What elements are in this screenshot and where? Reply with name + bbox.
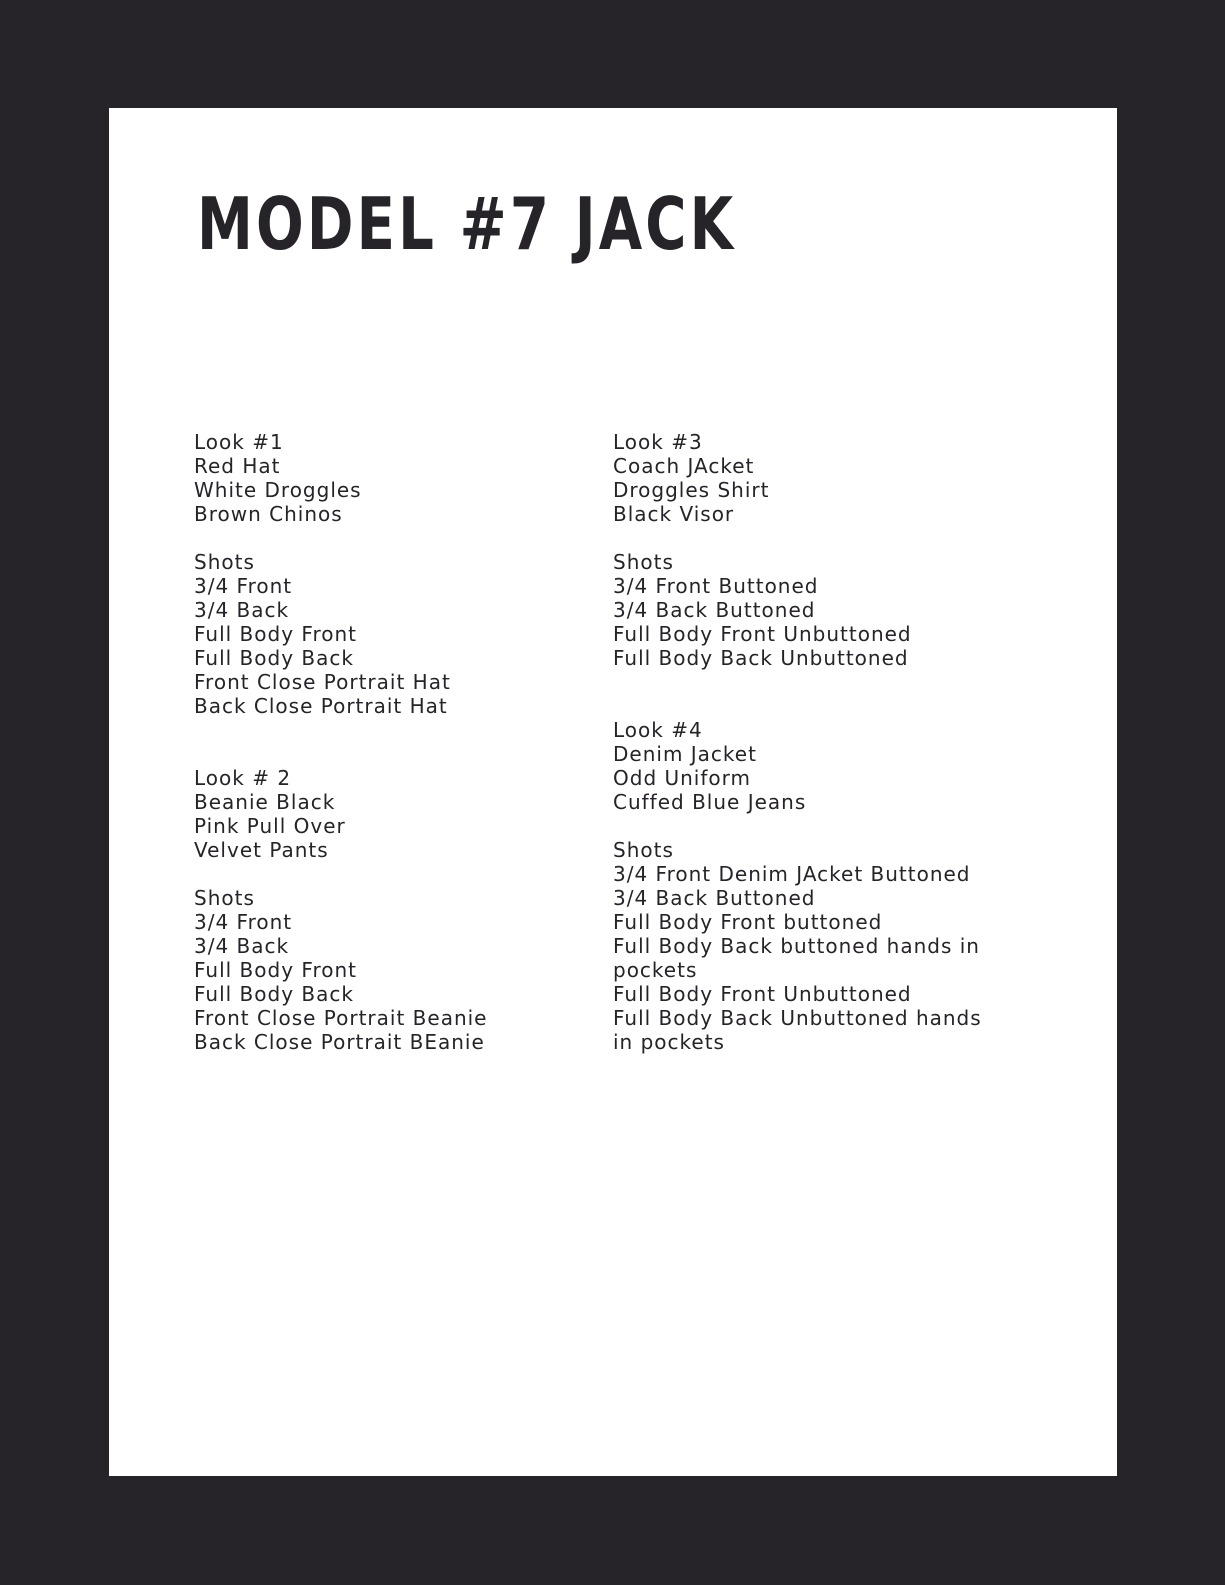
look-1-heading: Look #1 <box>194 430 284 454</box>
look-1-shot: 3/4 Back <box>194 598 290 622</box>
look-1-shots-heading: Shots <box>194 550 255 574</box>
look-4-shot: Full Body Back buttoned hands in pockets <box>613 934 980 982</box>
look-3-item: Coach JAcket <box>613 454 755 478</box>
look-3-item: Black Visor <box>613 502 735 526</box>
look-2-shot: Full Body Front <box>194 958 357 982</box>
look-4-shot: Full Body Front Unbuttoned <box>613 982 912 1006</box>
look-2-shots-heading: Shots <box>194 886 255 910</box>
look-4-shot: Full Body Back Unbuttoned hands in pockets <box>613 1006 982 1054</box>
look-1-shot: Full Body Back <box>194 646 354 670</box>
look-2-shot: Back Close Portrait BEanie <box>194 1030 485 1054</box>
look-3-shot: 3/4 Back Buttoned <box>613 598 816 622</box>
look-2-shot: 3/4 Back <box>194 934 290 958</box>
look-4-item: Cuffed Blue Jeans <box>613 790 807 814</box>
look-1-section <box>194 430 594 718</box>
left-column <box>194 430 594 1054</box>
look-2-heading: Look # 2 <box>194 766 292 790</box>
look-3-shots-heading: Shots <box>613 550 674 574</box>
look-2-section <box>194 766 594 1054</box>
look-1-item: Brown Chinos <box>194 502 343 526</box>
page-title: MODEL #7 JACK <box>197 182 737 266</box>
look-4-item: Denim Jacket <box>613 742 757 766</box>
look-4-shot: 3/4 Front Denim JAcket Buttoned <box>613 862 971 886</box>
look-1-shot: Front Close Portrait Hat <box>194 670 451 694</box>
look-2-shot: 3/4 Front <box>194 910 293 934</box>
look-2-item: Beanie Black <box>194 790 336 814</box>
look-3-section <box>613 430 993 670</box>
look-1-shot: Back Close Portrait Hat <box>194 694 448 718</box>
look-3-shot: Full Body Back Unbuttoned <box>613 646 909 670</box>
look-4-heading: Look #4 <box>613 718 703 742</box>
look-1-item: Red Hat <box>194 454 281 478</box>
look-3-shot: Full Body Front Unbuttoned <box>613 622 912 646</box>
look-1-item: White Droggles <box>194 478 362 502</box>
look-2-item: Velvet Pants <box>194 838 329 862</box>
look-2-shot: Full Body Back <box>194 982 354 1006</box>
look-1-shot: Full Body Front <box>194 622 357 646</box>
document-page <box>109 108 1117 1476</box>
look-3-heading: Look #3 <box>613 430 703 454</box>
look-4-shot: Full Body Front buttoned <box>613 910 883 934</box>
look-2-item: Pink Pull Over <box>194 814 346 838</box>
look-4-shot: 3/4 Back Buttoned <box>613 886 816 910</box>
look-3-shot: 3/4 Front Buttoned <box>613 574 819 598</box>
look-4-item: Odd Uniform <box>613 766 751 790</box>
look-4-section <box>613 718 993 1054</box>
look-4-shots-heading: Shots <box>613 838 674 862</box>
look-1-shot: 3/4 Front <box>194 574 293 598</box>
look-2-shot: Front Close Portrait Beanie <box>194 1006 488 1030</box>
right-column <box>613 430 993 1054</box>
look-3-item: Droggles Shirt <box>613 478 770 502</box>
